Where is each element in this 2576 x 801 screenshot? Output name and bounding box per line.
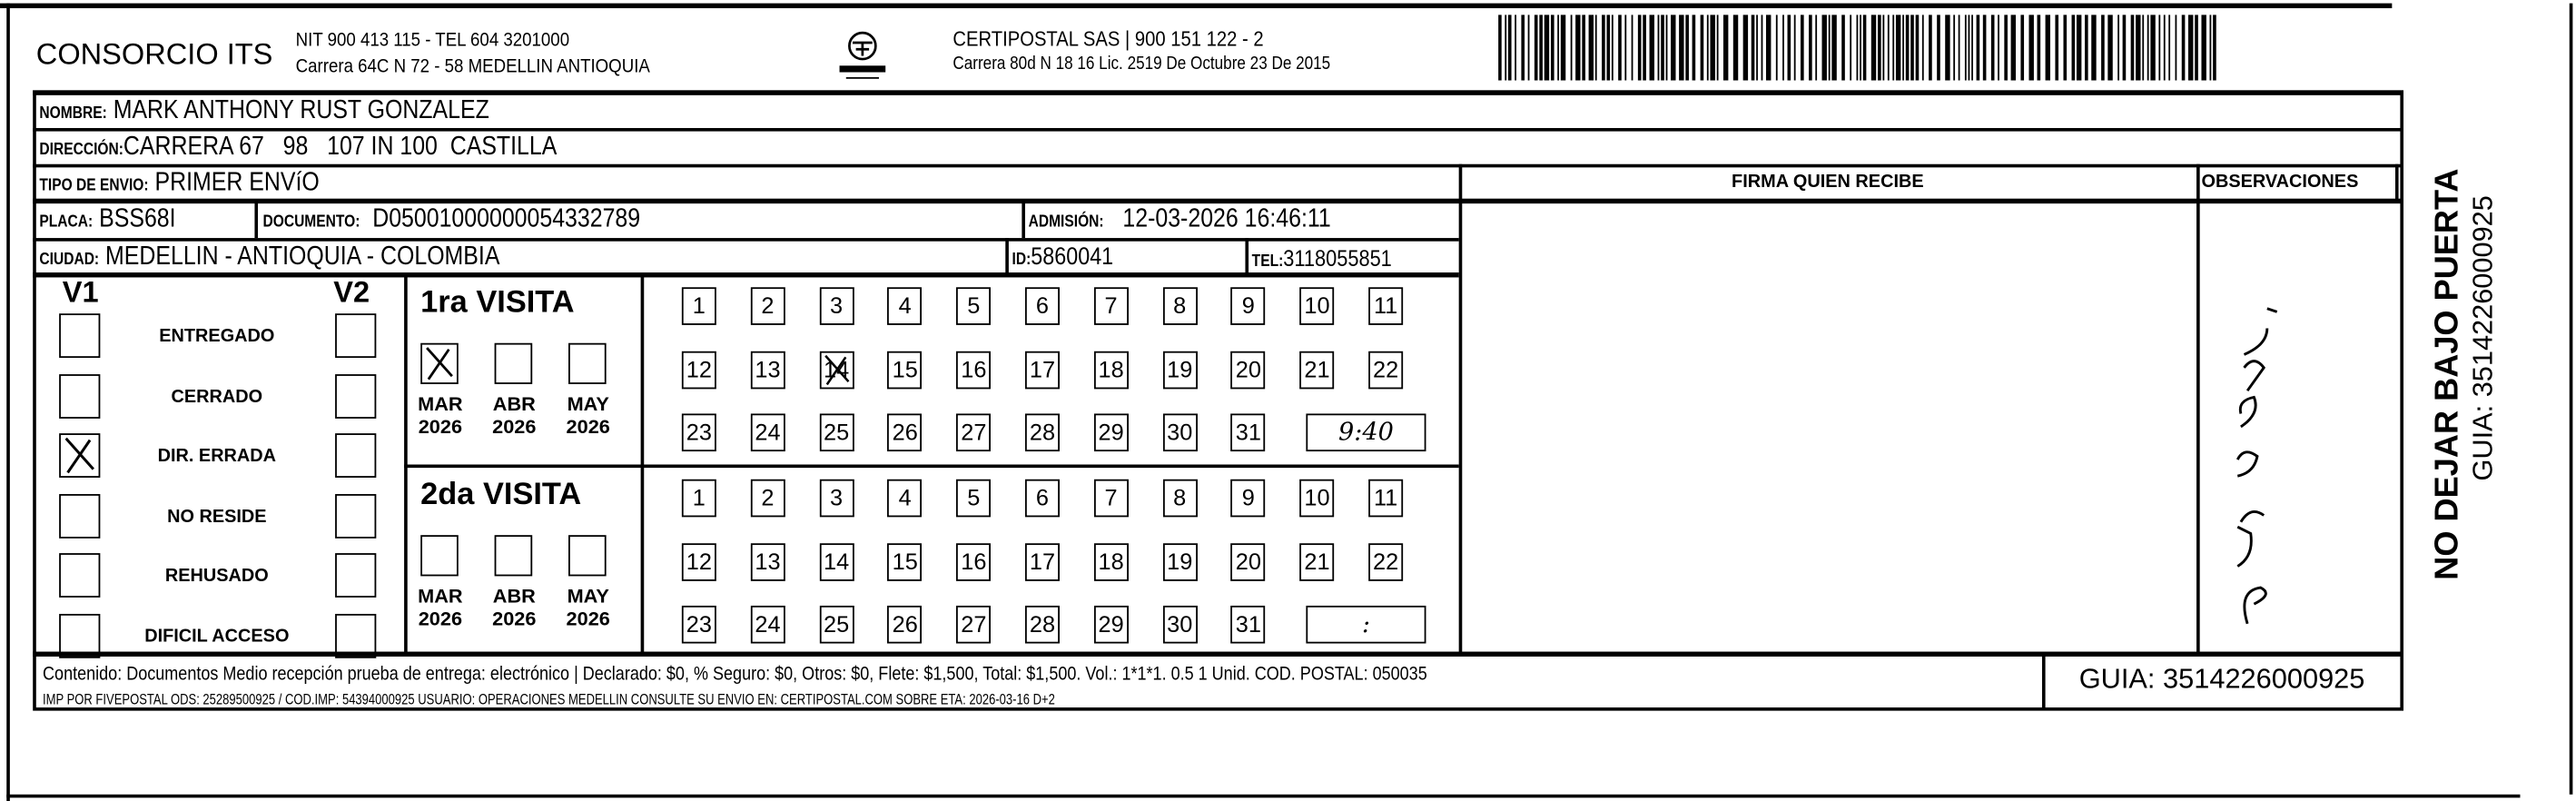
day-box-17[interactable]: 17 [1025, 542, 1060, 580]
day-box-24[interactable]: 24 [750, 413, 785, 451]
barcode-bar [2011, 15, 2016, 80]
day-box-16[interactable]: 16 [956, 351, 991, 389]
barcode-bar [1965, 15, 1967, 80]
barcode-bar [1582, 15, 1585, 80]
v1-checkbox[interactable] [59, 433, 100, 478]
documento-value: D05001000000054332789 [372, 204, 641, 233]
barcode-bar [2046, 15, 2050, 80]
barcode-bar [1998, 15, 1999, 80]
barcode-bar [1766, 15, 1771, 80]
day-box-27[interactable]: 27 [956, 413, 991, 451]
day-box-21[interactable]: 21 [1299, 542, 1334, 580]
barcode-bar [2077, 15, 2081, 80]
barcode-bar [1794, 15, 1796, 80]
day-box-16[interactable]: 16 [956, 542, 991, 580]
v1-checkbox[interactable] [59, 613, 100, 658]
frame-right [2570, 4, 2572, 795]
barcode-bar [1945, 15, 1949, 80]
v1-header: V1 [62, 275, 99, 309]
day-box-8[interactable]: 8 [1162, 287, 1197, 325]
barcode-bar [1841, 15, 1845, 80]
barcode-bar [2063, 15, 2067, 80]
barcode-bar [2158, 15, 2160, 80]
v2-checkbox[interactable] [335, 313, 376, 358]
barcode-bar [1551, 15, 1554, 80]
day-box-23[interactable]: 23 [682, 413, 716, 451]
placa-label: PLACA: [39, 213, 94, 232]
no-dejar-warning: NO DEJAR BAJO PUERTA [2429, 168, 2466, 580]
day-box-22[interactable]: 22 [1368, 542, 1403, 580]
barcode-bar [1717, 15, 1719, 80]
barcode-bar [1762, 15, 1763, 80]
barcode-bar [1860, 15, 1861, 80]
certipostal-logo [830, 26, 895, 85]
status-label: ENTREGADO [159, 326, 275, 347]
day-box-7[interactable]: 7 [1094, 287, 1129, 325]
tipo-value: PRIMER ENVíO [154, 169, 320, 197]
month-checkbox[interactable] [495, 343, 533, 384]
month-label: MAY [567, 584, 609, 608]
day-box-28[interactable]: 28 [1025, 413, 1060, 451]
barcode-bar [1815, 15, 1817, 80]
month-label: ABR [492, 391, 536, 416]
barcode-bar [2201, 15, 2206, 80]
barcode-bar [1618, 15, 1622, 80]
day-box-4[interactable]: 4 [888, 287, 923, 325]
barcode-bar [1693, 15, 1696, 80]
carrier-address: Carrera 80d N 18 16 Lic. 2519 De Octubre 23 De 2015 [952, 54, 1331, 74]
barcode-bar [1902, 15, 1904, 80]
barcode-bar [1602, 15, 1605, 80]
visit-title: 2da VISITA [420, 477, 582, 512]
year-label: 2026 [566, 415, 610, 439]
day-box-18[interactable]: 18 [1094, 542, 1129, 580]
day-box-20[interactable]: 20 [1231, 542, 1266, 580]
barcode-bar [2072, 15, 2076, 80]
barcode-bar [1539, 15, 1543, 80]
direccion-label: DIRECCIÓN: [39, 141, 123, 160]
barcode-bar [2136, 15, 2140, 80]
barcode-bar [1878, 15, 1881, 80]
day-box-12[interactable]: 12 [682, 542, 716, 580]
day-box-8[interactable]: 8 [1162, 480, 1197, 518]
print-info-line: IMP POR FIVEPOSTAL ODS: 25289500925 / COD.IMP: 54394000925 USUARIO: OPERACIONES MEDELLIN CONSULTE SU ENVIO EN: CERTIPOSTAL.COM SOBRE ETA: 2026-03-16 D+2 [43, 690, 1055, 707]
nombre-value: MARK ANTHONY RUST GONZALEZ [113, 96, 489, 125]
ciudad-label: CIUDAD: [39, 251, 100, 270]
barcode-bar [1658, 15, 1660, 80]
barcode-bar [1991, 15, 1995, 80]
barcode-bar [2101, 15, 2105, 80]
company-name: CONSORCIO ITS [35, 37, 273, 71]
day-box-31[interactable]: 31 [1231, 606, 1266, 644]
barcode-bar [1977, 15, 1980, 80]
barcode-bar [1910, 15, 1914, 80]
barcode-bar [1575, 15, 1580, 80]
day-box-30[interactable]: 30 [1162, 606, 1197, 644]
barcode-bar [2142, 15, 2144, 80]
barcode-bar [2150, 15, 2155, 80]
barcode-bar [2107, 15, 2112, 80]
documento-label: DOCUMENTO: [262, 213, 360, 232]
month-label: MAR [418, 391, 463, 416]
company-nit: NIT 900 413 115 - TEL 604 3201000 [295, 27, 570, 52]
barcode-bar [1969, 15, 1970, 80]
day-box-19[interactable]: 19 [1162, 351, 1197, 389]
v2-checkbox[interactable] [335, 493, 376, 538]
day-box-9[interactable]: 9 [1231, 287, 1266, 325]
barcode-bar [2020, 15, 2024, 80]
status-label: DIR. ERRADA [157, 446, 277, 467]
day-box-18[interactable]: 18 [1094, 351, 1129, 389]
v1-checkbox[interactable] [59, 373, 100, 418]
barcode-bar [1643, 15, 1646, 80]
id-value: 5860041 [1031, 242, 1114, 272]
barcode-bar [1788, 15, 1791, 80]
day-box-3[interactable]: 3 [819, 287, 854, 325]
barcode-bar [1557, 15, 1559, 80]
tipo-label: TIPO DE ENVIO: [39, 177, 149, 196]
month-checkbox[interactable] [495, 535, 533, 576]
day-box-27[interactable]: 27 [956, 606, 991, 644]
month-checkbox[interactable] [568, 343, 607, 384]
day-box-9[interactable]: 9 [1231, 480, 1266, 518]
barcode-bar [1829, 15, 1831, 80]
month-checkbox[interactable] [420, 343, 459, 384]
barcode-bar [1589, 15, 1594, 80]
barcode-bar [2188, 15, 2193, 80]
barcode-bar [1561, 15, 1565, 80]
status-label: DIFICIL ACCESO [144, 626, 290, 647]
barcode-bar [1983, 15, 1987, 80]
barcode-bar [2004, 15, 2008, 80]
barcode-bar [1638, 15, 1642, 80]
side-guia: GUIA: 3514226000925 [2467, 195, 2499, 481]
v2-header: V2 [333, 275, 370, 309]
day-box-21[interactable]: 21 [1299, 351, 1334, 389]
barcode-bar [2210, 15, 2212, 80]
day-box-2[interactable]: 2 [750, 287, 785, 325]
v2-checkbox[interactable] [335, 613, 376, 658]
day-box-29[interactable]: 29 [1094, 606, 1129, 644]
v2-checkbox[interactable] [335, 553, 376, 598]
barcode-bar [1707, 15, 1709, 80]
barcode-bar [2147, 15, 2149, 80]
barcode-bar [1959, 15, 1960, 80]
barcode-bar [1971, 15, 1973, 80]
barcode-bar [1916, 15, 1920, 80]
v1-checkbox[interactable] [59, 493, 100, 538]
barcode-bar [1888, 15, 1890, 80]
day-box-6[interactable]: 6 [1025, 287, 1060, 325]
barcode-bar [1650, 15, 1654, 80]
guia-number: GUIA: 3514226000925 [2078, 663, 2365, 695]
year-label: 2026 [418, 415, 463, 439]
year-label: 2026 [492, 415, 537, 439]
placa-value: BSS68I [99, 204, 176, 233]
nombre-label: NOMBRE: [39, 104, 107, 124]
barcode-bar [1666, 15, 1668, 80]
day-box-25[interactable]: 25 [819, 413, 854, 451]
day-box-13[interactable]: 13 [750, 542, 785, 580]
month-checkbox[interactable] [420, 535, 459, 576]
status-label: NO RESIDE [167, 506, 267, 527]
visit-title: 1ra VISITA [420, 285, 575, 321]
day-box-14[interactable]: 14 [819, 351, 854, 389]
day-box-4[interactable]: 4 [888, 480, 923, 518]
day-box-6[interactable]: 6 [1025, 480, 1060, 518]
barcode-bar [2131, 15, 2135, 80]
barcode-bar [1685, 15, 1689, 80]
barcode-bar [2195, 15, 2198, 80]
barcode-bar [1528, 15, 1530, 80]
barcode-bar [1871, 15, 1876, 80]
day-box-26[interactable]: 26 [888, 413, 923, 451]
v2-checkbox[interactable] [335, 433, 376, 478]
year-label: 2026 [492, 607, 537, 631]
month-checkbox[interactable] [568, 535, 607, 576]
day-box-17[interactable]: 17 [1025, 351, 1060, 389]
admision-value: 12-03-2026 16:46:11 [1122, 204, 1331, 233]
barcode-bar [1723, 15, 1728, 80]
tel-value: 3118055851 [1283, 244, 1392, 272]
barcode-bar [1892, 15, 1894, 80]
company-address: Carrera 64C N 72 - 58 MEDELLIN ANTIOQUIA [295, 54, 650, 77]
barcode-bar [1937, 15, 1940, 80]
direccion-value: CARRERA 67 98 107 IN 100 CASTILLA [123, 133, 558, 162]
day-box-31[interactable]: 31 [1231, 413, 1266, 451]
time-box[interactable]: 9:40 [1306, 413, 1426, 451]
v2-checkbox[interactable] [335, 373, 376, 418]
frame-bottom [6, 795, 2520, 798]
observaciones-header: OBSERVACIONES [2201, 172, 2359, 193]
barcode-bar [1515, 15, 1516, 80]
barcode-bar [1632, 15, 1633, 80]
barcode [1498, 15, 2221, 80]
barcode-bar [2123, 15, 2127, 80]
signature-area[interactable] [1460, 202, 2195, 651]
barcode-bar [2176, 15, 2177, 80]
day-box-2[interactable]: 2 [750, 480, 785, 518]
barcode-bar [2117, 15, 2119, 80]
barcode-bar [1929, 15, 1932, 80]
year-label: 2026 [566, 607, 610, 631]
day-box-26[interactable]: 26 [888, 606, 923, 644]
day-box-15[interactable]: 15 [888, 351, 923, 389]
day-box-1[interactable]: 1 [682, 480, 716, 518]
barcode-bar [1606, 15, 1610, 80]
barcode-bar [2085, 15, 2088, 80]
day-box-11[interactable]: 11 [1368, 480, 1403, 518]
ciudad-value: MEDELLIN - ANTIOQUIA - COLOMBIA [105, 242, 500, 272]
barcode-bar [1498, 15, 1502, 80]
day-box-19[interactable]: 19 [1162, 542, 1197, 580]
contents-line: Contenido: Documentos Medio recepción prueba de entrega: electrónico | Declarado: $0, % Seguro: $0, Otros: $0, Flete: $1,500, Total: $1,500. Vol.: 1*1*1. 0.5 1 Unid. COD. POSTAL: 050035 [43, 661, 1427, 685]
barcode-bar [2038, 15, 2041, 80]
day-box-3[interactable]: 3 [819, 480, 854, 518]
barcode-bar [1822, 15, 1827, 80]
day-box-12[interactable]: 12 [682, 351, 716, 389]
barcode-bar [1752, 15, 1755, 80]
day-box-5[interactable]: 5 [956, 287, 991, 325]
admision-label: ADMISIÓN: [1028, 213, 1104, 232]
barcode-bar [2091, 15, 2096, 80]
barcode-bar [1809, 15, 1812, 80]
barcode-bar [1863, 15, 1867, 80]
barcode-bar [1535, 15, 1538, 80]
barcode-bar [1545, 15, 1549, 80]
barcode-bar [1922, 15, 1924, 80]
barcode-bar [1661, 15, 1664, 80]
day-box-24[interactable]: 24 [750, 606, 785, 644]
day-box-11[interactable]: 11 [1368, 287, 1403, 325]
v1-checkbox[interactable] [59, 313, 100, 358]
observaciones-handwriting [2201, 246, 2390, 648]
barcode-bar [1612, 15, 1614, 80]
barcode-bar [2164, 15, 2166, 80]
day-box-28[interactable]: 28 [1025, 606, 1060, 644]
barcode-bar [1743, 15, 1748, 80]
status-label: CERRADO [171, 386, 263, 407]
status-label: REHUSADO [164, 566, 269, 587]
day-box-25[interactable]: 25 [819, 606, 854, 644]
barcode-bar [1882, 15, 1884, 80]
v1-checkbox[interactable] [59, 553, 100, 598]
barcode-bar [1571, 15, 1573, 80]
barcode-bar [1782, 15, 1784, 80]
barcode-bar [1679, 15, 1683, 80]
id-label: ID: [1012, 251, 1031, 270]
barcode-bar [1896, 15, 1900, 80]
barcode-bar [1595, 15, 1597, 80]
barcode-bar [1906, 15, 1910, 80]
barcode-bar [2028, 15, 2033, 80]
frame-top [0, 4, 2392, 8]
day-box-22[interactable]: 22 [1368, 351, 1403, 389]
day-box-10[interactable]: 10 [1299, 480, 1334, 518]
barcode-bar [1801, 15, 1804, 80]
day-box-5[interactable]: 5 [956, 480, 991, 518]
barcode-bar [1505, 15, 1506, 80]
barcode-bar [1776, 15, 1778, 80]
frame-left [6, 4, 9, 801]
barcode-bar [1850, 15, 1851, 80]
day-box-29[interactable]: 29 [1094, 413, 1129, 451]
barcode-bar [1857, 15, 1859, 80]
barcode-bar [1521, 15, 1525, 80]
day-box-30[interactable]: 30 [1162, 413, 1197, 451]
barcode-bar [1831, 15, 1836, 80]
day-box-20[interactable]: 20 [1231, 351, 1266, 389]
barcode-bar [1508, 15, 1512, 80]
tel-label: TEL: [1251, 252, 1284, 272]
day-box-23[interactable]: 23 [682, 606, 716, 644]
barcode-bar [2168, 15, 2170, 80]
day-box-14[interactable]: 14 [819, 542, 854, 580]
barcode-bar [1701, 15, 1704, 80]
barcode-bar [1671, 15, 1675, 80]
day-box-15[interactable]: 15 [888, 542, 923, 580]
barcode-bar [2182, 15, 2186, 80]
month-label: MAR [418, 584, 463, 608]
barcode-bar [2213, 15, 2216, 80]
barcode-bar [1624, 15, 1626, 80]
time-box[interactable]: : [1306, 606, 1426, 644]
barcode-bar [1710, 15, 1714, 80]
firma-header: FIRMA QUIEN RECIBE [1732, 172, 1924, 193]
day-box-10[interactable]: 10 [1299, 287, 1334, 325]
month-label: MAY [567, 391, 609, 416]
year-label: 2026 [418, 607, 463, 631]
barcode-bar [1953, 15, 1955, 80]
day-box-1[interactable]: 1 [682, 287, 716, 325]
day-box-7[interactable]: 7 [1094, 480, 1129, 518]
day-box-13[interactable]: 13 [750, 351, 785, 389]
month-label: ABR [492, 584, 536, 608]
barcode-bar [1756, 15, 1758, 80]
barcode-bar [1733, 15, 1738, 80]
barcode-bar [2055, 15, 2058, 80]
carrier-name: CERTIPOSTAL SAS | 900 151 122 - 2 [952, 25, 1264, 52]
